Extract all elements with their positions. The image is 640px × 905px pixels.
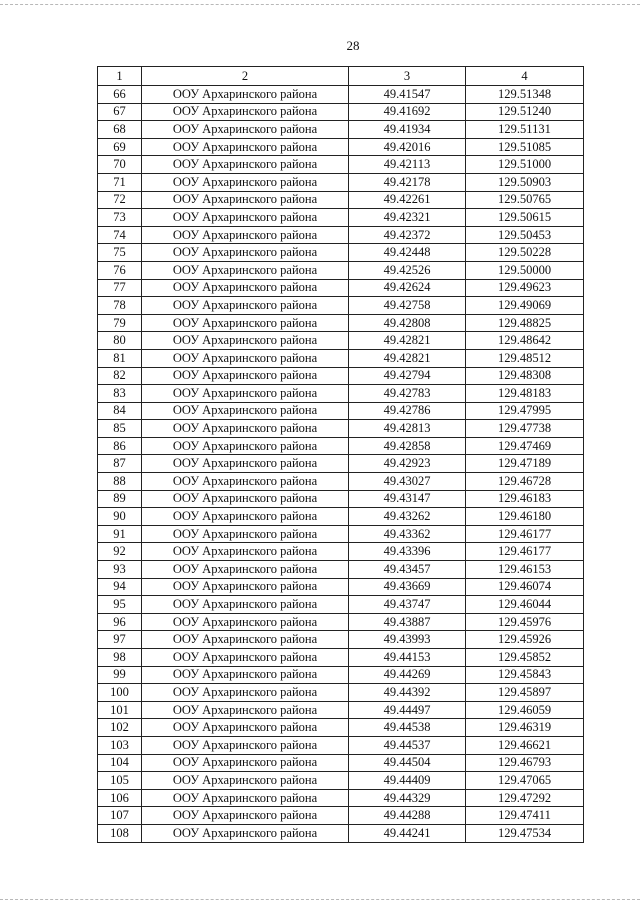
scan-edge-bottom <box>0 899 640 900</box>
cell-name: ООУ Архаринского района <box>142 385 349 403</box>
table-row <box>98 226 584 244</box>
cell-latitude: 49.44269 <box>349 666 466 684</box>
cell-longitude: 129.46319 <box>466 719 584 737</box>
cell-longitude: 129.51348 <box>466 86 584 104</box>
cell-name: ООУ Архаринского района <box>142 772 349 790</box>
cell-longitude: 129.47469 <box>466 437 584 455</box>
cell-latitude: 49.43669 <box>349 578 466 596</box>
cell-name: ООУ Архаринского района <box>142 543 349 561</box>
cell-name: ООУ Архаринского района <box>142 684 349 702</box>
table-row <box>98 332 584 350</box>
header-col-name: 2 <box>142 67 349 86</box>
cell-latitude: 49.44409 <box>349 772 466 790</box>
table-row <box>98 807 584 825</box>
table-row <box>98 244 584 262</box>
table-row <box>98 754 584 772</box>
cell-name: ООУ Архаринского района <box>142 490 349 508</box>
cell-number: 66 <box>98 86 142 104</box>
header-col-latitude: 3 <box>349 67 466 86</box>
cell-name: ООУ Архаринского района <box>142 138 349 156</box>
cell-latitude: 49.41547 <box>349 86 466 104</box>
cell-longitude: 129.49623 <box>466 279 584 297</box>
cell-latitude: 49.42794 <box>349 367 466 385</box>
table-row <box>98 121 584 139</box>
cell-latitude: 49.42178 <box>349 173 466 191</box>
cell-number: 89 <box>98 490 142 508</box>
cell-longitude: 129.50228 <box>466 244 584 262</box>
cell-number: 108 <box>98 824 142 842</box>
cell-latitude: 49.42786 <box>349 402 466 420</box>
cell-name: ООУ Архаринского района <box>142 173 349 191</box>
table-row <box>98 543 584 561</box>
coordinates-table <box>97 66 584 843</box>
cell-number: 78 <box>98 297 142 315</box>
cell-number: 99 <box>98 666 142 684</box>
cell-name: ООУ Архаринского района <box>142 807 349 825</box>
cell-longitude: 129.45976 <box>466 613 584 631</box>
cell-name: ООУ Архаринского района <box>142 736 349 754</box>
table-row <box>98 138 584 156</box>
header-col-number: 1 <box>98 67 142 86</box>
table-body <box>98 86 584 843</box>
cell-longitude: 129.46059 <box>466 701 584 719</box>
cell-longitude: 129.46044 <box>466 596 584 614</box>
cell-number: 87 <box>98 455 142 473</box>
cell-name: ООУ Архаринского района <box>142 121 349 139</box>
cell-longitude: 129.46621 <box>466 736 584 754</box>
table-row <box>98 437 584 455</box>
cell-number: 88 <box>98 473 142 491</box>
table-row <box>98 508 584 526</box>
cell-latitude: 49.44153 <box>349 649 466 667</box>
table-row <box>98 297 584 315</box>
cell-name: ООУ Архаринского района <box>142 402 349 420</box>
cell-number: 94 <box>98 578 142 596</box>
cell-longitude: 129.48308 <box>466 367 584 385</box>
cell-number: 85 <box>98 420 142 438</box>
cell-number: 96 <box>98 613 142 631</box>
cell-number: 70 <box>98 156 142 174</box>
cell-longitude: 129.46793 <box>466 754 584 772</box>
header-row <box>98 67 584 86</box>
cell-longitude: 129.51240 <box>466 103 584 121</box>
cell-latitude: 49.44241 <box>349 824 466 842</box>
table-row <box>98 789 584 807</box>
cell-number: 104 <box>98 754 142 772</box>
table-row <box>98 631 584 649</box>
cell-longitude: 129.51085 <box>466 138 584 156</box>
cell-number: 77 <box>98 279 142 297</box>
table-row <box>98 420 584 438</box>
cell-number: 98 <box>98 649 142 667</box>
cell-latitude: 49.42016 <box>349 138 466 156</box>
cell-number: 73 <box>98 209 142 227</box>
cell-longitude: 129.51131 <box>466 121 584 139</box>
cell-name: ООУ Архаринского района <box>142 455 349 473</box>
cell-longitude: 129.48642 <box>466 332 584 350</box>
cell-name: ООУ Архаринского района <box>142 701 349 719</box>
table-row <box>98 103 584 121</box>
cell-number: 92 <box>98 543 142 561</box>
cell-name: ООУ Архаринского района <box>142 719 349 737</box>
cell-latitude: 49.43993 <box>349 631 466 649</box>
header-col-longitude: 4 <box>466 67 584 86</box>
cell-number: 95 <box>98 596 142 614</box>
cell-latitude: 49.44537 <box>349 736 466 754</box>
cell-longitude: 129.46177 <box>466 543 584 561</box>
cell-name: ООУ Архаринского района <box>142 473 349 491</box>
cell-longitude: 129.47411 <box>466 807 584 825</box>
cell-name: ООУ Архаринского района <box>142 578 349 596</box>
cell-name: ООУ Архаринского района <box>142 666 349 684</box>
cell-number: 81 <box>98 349 142 367</box>
cell-number: 84 <box>98 402 142 420</box>
cell-latitude: 49.44392 <box>349 684 466 702</box>
cell-latitude: 49.42858 <box>349 437 466 455</box>
cell-number: 107 <box>98 807 142 825</box>
cell-longitude: 129.50615 <box>466 209 584 227</box>
cell-number: 106 <box>98 789 142 807</box>
cell-latitude: 49.43747 <box>349 596 466 614</box>
cell-longitude: 129.45852 <box>466 649 584 667</box>
cell-latitude: 49.42526 <box>349 261 466 279</box>
cell-number: 86 <box>98 437 142 455</box>
table-row <box>98 684 584 702</box>
cell-latitude: 49.44329 <box>349 789 466 807</box>
cell-name: ООУ Архаринского района <box>142 261 349 279</box>
table-row <box>98 367 584 385</box>
cell-number: 97 <box>98 631 142 649</box>
cell-name: ООУ Архаринского района <box>142 279 349 297</box>
cell-name: ООУ Архаринского района <box>142 103 349 121</box>
cell-longitude: 129.47534 <box>466 824 584 842</box>
cell-number: 93 <box>98 561 142 579</box>
cell-name: ООУ Архаринского района <box>142 508 349 526</box>
cell-name: ООУ Архаринского района <box>142 349 349 367</box>
cell-latitude: 49.44504 <box>349 754 466 772</box>
cell-name: ООУ Архаринского района <box>142 649 349 667</box>
cell-number: 71 <box>98 173 142 191</box>
cell-longitude: 129.46177 <box>466 525 584 543</box>
table-row <box>98 156 584 174</box>
cell-latitude: 49.44497 <box>349 701 466 719</box>
cell-name: ООУ Архаринского района <box>142 332 349 350</box>
table-row <box>98 473 584 491</box>
table-row <box>98 736 584 754</box>
cell-longitude: 129.48512 <box>466 349 584 367</box>
cell-number: 69 <box>98 138 142 156</box>
table-row <box>98 666 584 684</box>
cell-longitude: 129.46180 <box>466 508 584 526</box>
table-row <box>98 455 584 473</box>
cell-longitude: 129.45843 <box>466 666 584 684</box>
cell-longitude: 129.50765 <box>466 191 584 209</box>
cell-latitude: 49.42624 <box>349 279 466 297</box>
table-row <box>98 279 584 297</box>
table-header <box>98 67 584 86</box>
cell-number: 79 <box>98 314 142 332</box>
cell-longitude: 129.50000 <box>466 261 584 279</box>
cell-longitude: 129.50453 <box>466 226 584 244</box>
cell-latitude: 49.42821 <box>349 332 466 350</box>
cell-longitude: 129.47738 <box>466 420 584 438</box>
cell-name: ООУ Архаринского района <box>142 789 349 807</box>
cell-latitude: 49.43027 <box>349 473 466 491</box>
table-row <box>98 490 584 508</box>
table-row <box>98 613 584 631</box>
table-row <box>98 261 584 279</box>
table-row <box>98 209 584 227</box>
cell-number: 67 <box>98 103 142 121</box>
cell-longitude: 129.48183 <box>466 385 584 403</box>
cell-latitude: 49.42448 <box>349 244 466 262</box>
cell-latitude: 49.41934 <box>349 121 466 139</box>
cell-latitude: 49.43457 <box>349 561 466 579</box>
cell-latitude: 49.44288 <box>349 807 466 825</box>
cell-latitude: 49.42758 <box>349 297 466 315</box>
cell-name: ООУ Архаринского района <box>142 209 349 227</box>
cell-latitude: 49.43147 <box>349 490 466 508</box>
cell-longitude: 129.45926 <box>466 631 584 649</box>
cell-name: ООУ Архаринского района <box>142 631 349 649</box>
cell-number: 103 <box>98 736 142 754</box>
cell-latitude: 49.43396 <box>349 543 466 561</box>
cell-number: 100 <box>98 684 142 702</box>
cell-latitude: 49.42261 <box>349 191 466 209</box>
cell-name: ООУ Архаринского района <box>142 367 349 385</box>
table-row <box>98 191 584 209</box>
cell-latitude: 49.42113 <box>349 156 466 174</box>
cell-name: ООУ Архаринского района <box>142 314 349 332</box>
cell-number: 80 <box>98 332 142 350</box>
table-row <box>98 719 584 737</box>
cell-name: ООУ Архаринского района <box>142 824 349 842</box>
table-row <box>98 349 584 367</box>
cell-longitude: 129.46153 <box>466 561 584 579</box>
table-row <box>98 649 584 667</box>
cell-number: 68 <box>98 121 142 139</box>
cell-number: 105 <box>98 772 142 790</box>
cell-longitude: 129.51000 <box>466 156 584 174</box>
cell-name: ООУ Архаринского района <box>142 226 349 244</box>
table-row <box>98 561 584 579</box>
cell-name: ООУ Архаринского района <box>142 244 349 262</box>
cell-name: ООУ Архаринского района <box>142 297 349 315</box>
table-row <box>98 596 584 614</box>
table-row <box>98 824 584 842</box>
table-row <box>98 525 584 543</box>
cell-longitude: 129.46074 <box>466 578 584 596</box>
cell-number: 72 <box>98 191 142 209</box>
table-row <box>98 701 584 719</box>
table-row <box>98 86 584 104</box>
cell-longitude: 129.47065 <box>466 772 584 790</box>
cell-name: ООУ Архаринского района <box>142 525 349 543</box>
cell-number: 90 <box>98 508 142 526</box>
cell-name: ООУ Архаринского района <box>142 156 349 174</box>
cell-name: ООУ Архаринского района <box>142 754 349 772</box>
cell-number: 74 <box>98 226 142 244</box>
cell-name: ООУ Архаринского района <box>142 86 349 104</box>
cell-longitude: 129.46728 <box>466 473 584 491</box>
scan-edge-top <box>0 4 640 5</box>
cell-number: 82 <box>98 367 142 385</box>
cell-number: 102 <box>98 719 142 737</box>
cell-name: ООУ Архаринского района <box>142 613 349 631</box>
cell-latitude: 49.41692 <box>349 103 466 121</box>
cell-name: ООУ Архаринского района <box>142 561 349 579</box>
cell-longitude: 129.47292 <box>466 789 584 807</box>
cell-number: 91 <box>98 525 142 543</box>
cell-longitude: 129.48825 <box>466 314 584 332</box>
cell-latitude: 49.42923 <box>349 455 466 473</box>
table-row <box>98 385 584 403</box>
cell-latitude: 49.42783 <box>349 385 466 403</box>
cell-longitude: 129.49069 <box>466 297 584 315</box>
cell-longitude: 129.47995 <box>466 402 584 420</box>
cell-number: 75 <box>98 244 142 262</box>
cell-longitude: 129.45897 <box>466 684 584 702</box>
cell-latitude: 49.42808 <box>349 314 466 332</box>
table-row <box>98 402 584 420</box>
cell-latitude: 49.43262 <box>349 508 466 526</box>
table-row <box>98 314 584 332</box>
cell-latitude: 49.43887 <box>349 613 466 631</box>
cell-number: 76 <box>98 261 142 279</box>
cell-latitude: 49.42321 <box>349 209 466 227</box>
cell-number: 101 <box>98 701 142 719</box>
cell-name: ООУ Архаринского района <box>142 596 349 614</box>
cell-name: ООУ Архаринского района <box>142 191 349 209</box>
cell-number: 83 <box>98 385 142 403</box>
cell-longitude: 129.50903 <box>466 173 584 191</box>
table-row <box>98 772 584 790</box>
cell-latitude: 49.42372 <box>349 226 466 244</box>
cell-latitude: 49.44538 <box>349 719 466 737</box>
table-row <box>98 578 584 596</box>
cell-longitude: 129.46183 <box>466 490 584 508</box>
page-number: 28 <box>346 38 360 53</box>
cell-latitude: 49.42813 <box>349 420 466 438</box>
cell-name: ООУ Архаринского района <box>142 437 349 455</box>
cell-latitude: 49.42821 <box>349 349 466 367</box>
table-row <box>98 173 584 191</box>
cell-latitude: 49.43362 <box>349 525 466 543</box>
cell-name: ООУ Архаринского района <box>142 420 349 438</box>
cell-longitude: 129.47189 <box>466 455 584 473</box>
